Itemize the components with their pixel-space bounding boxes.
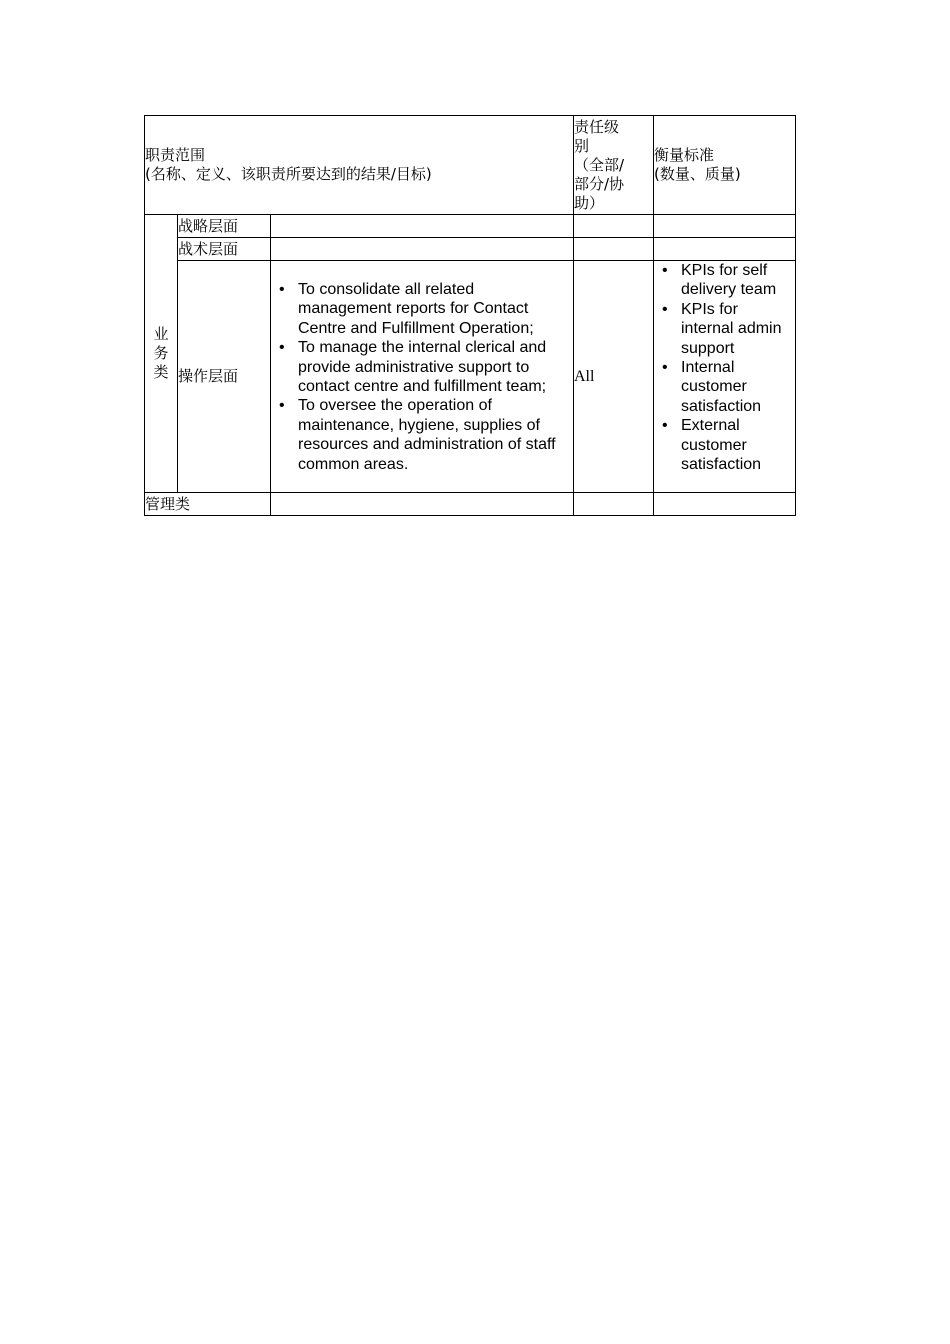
management-label: 管理类 <box>145 493 271 516</box>
table-row-strategic <box>145 215 796 238</box>
header-scope-title: 职责范围 <box>145 146 206 164</box>
operational-label: 操作层面 <box>178 261 271 493</box>
operational-duties-list <box>271 280 573 474</box>
bullet-icon: • <box>662 300 668 318</box>
bullet-icon: • <box>279 281 285 298</box>
list-item <box>654 261 793 300</box>
header-measure <box>654 116 796 215</box>
duty-text: To manage the internal clerical and provide administrative support to contact centre and fulfillment team; <box>298 339 547 396</box>
measure-text: Internal customer satisfaction <box>681 359 762 415</box>
table-row-management <box>145 493 796 516</box>
header-scope-subtitle: (名称、定义、该职责所要达到的结果/目标) <box>145 165 432 183</box>
category-business <box>145 215 178 493</box>
measure-text: KPIs for self delivery team <box>681 262 777 299</box>
header-measure-subtitle: (数量、质量) <box>654 165 741 183</box>
header-level-line: 责任级 <box>574 117 620 136</box>
list-item <box>654 358 793 416</box>
header-level <box>574 116 654 215</box>
header-level-line: 别 <box>574 136 590 155</box>
measure-text: KPIs for internal admin support <box>681 300 782 357</box>
header-level-line: （全部/ <box>574 155 625 174</box>
table-row-operational <box>145 261 796 493</box>
bullet-icon: • <box>662 417 668 435</box>
header-level-line: 部分/协 <box>574 174 625 193</box>
list-item <box>654 416 793 474</box>
list-item <box>271 280 567 338</box>
strategic-label: 战略层面 <box>178 215 271 238</box>
measures-list <box>654 261 795 474</box>
strategic-measure <box>654 215 796 238</box>
tactical-level <box>574 238 654 261</box>
tactical-content <box>271 238 574 261</box>
operational-measure <box>654 261 796 493</box>
category-business-char: 务 <box>153 344 169 363</box>
duty-text: To consolidate all related management reports for Contact Centre and Fulfillment Operation; <box>298 281 534 337</box>
operational-level: All <box>574 261 654 493</box>
header-scope <box>145 116 574 215</box>
bullet-icon: • <box>662 262 668 279</box>
operational-content <box>271 261 574 493</box>
tactical-measure <box>654 238 796 261</box>
list-item <box>654 300 793 358</box>
management-content <box>271 493 574 516</box>
bullet-icon: • <box>279 339 285 357</box>
bullet-icon: • <box>662 359 668 377</box>
strategic-level <box>574 215 654 238</box>
header-level-line: 助） <box>574 193 605 212</box>
management-level <box>574 493 654 516</box>
header-measure-title: 衡量标准 <box>654 146 715 164</box>
list-item <box>271 396 567 474</box>
measure-text: External customer satisfaction <box>681 417 762 474</box>
management-measure <box>654 493 796 516</box>
duty-text: To oversee the operation of maintenance, hygiene, supplies of resources and administration of staff common areas. <box>298 397 556 473</box>
table-header-row <box>145 116 796 215</box>
strategic-content <box>271 215 574 238</box>
responsibility-table <box>144 115 796 516</box>
category-business-char: 业 <box>153 325 169 344</box>
category-business-char: 类 <box>153 363 169 382</box>
list-item <box>271 338 567 396</box>
tactical-label: 战术层面 <box>178 238 271 261</box>
bullet-icon: • <box>279 397 285 415</box>
table-row-tactical <box>145 238 796 261</box>
